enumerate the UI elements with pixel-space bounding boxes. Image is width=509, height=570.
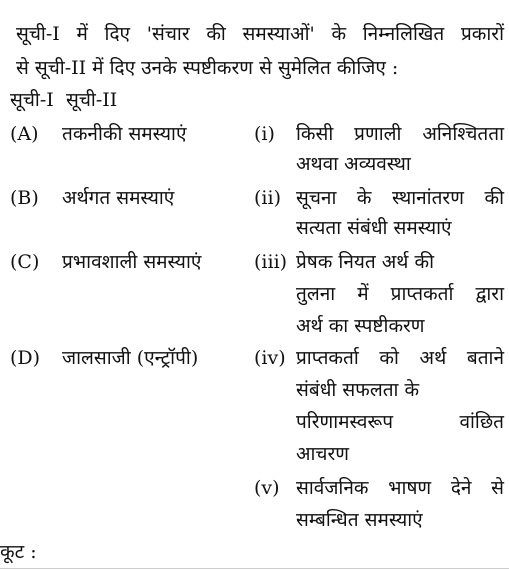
list1-label-b: (B) [10, 187, 39, 209]
question-line-2: से सूची-II में दिए उनके स्पष्टीकरण से सुमेलित कीजिए : [16, 57, 399, 79]
list2-text-iv-line-3: परिणामस्वरूप वांछित [296, 411, 504, 433]
list2-label-i: (i) [254, 123, 275, 145]
list1-label-d: (D) [10, 347, 41, 369]
question-line-1: सूची-I में दिए 'संचार की समस्याओं' के निम्नलिखित प्रकारों [16, 23, 504, 45]
list1-text-c: प्रभावशाली समस्याएं [62, 251, 202, 273]
list2-text-i-line-1: किसी प्रणाली अनिश्चितता [296, 123, 504, 145]
list2-header: सूची-II [66, 89, 118, 111]
list1-text-d: जालसाजी (एन्ट्रॉपी) [62, 347, 199, 369]
list1-text-b: अर्थगत समस्याएं [62, 187, 175, 209]
bottom-divider [0, 568, 509, 569]
list2-text-v-line-1: सार्वजनिक भाषण देने से [296, 477, 504, 499]
list2-text-v-line-2: सम्बन्धित समस्याएं [296, 509, 423, 531]
list2-text-ii-line-1: सूचना के स्थानांतरण की [296, 187, 504, 209]
list2-label-iv: (iv) [254, 347, 286, 369]
list2-text-i-line-2: अथवा अव्यवस्था [296, 153, 411, 175]
list1-text-a: तकनीकी समस्याएं [62, 123, 187, 145]
list1-header: सूची-I [10, 89, 54, 111]
list2-text-ii-line-2: सत्यता संबंधी समस्याएं [296, 217, 452, 239]
code-label: कूट : [0, 541, 37, 563]
list1-label-c: (C) [10, 251, 40, 273]
list2-text-iv-line-4: आचरण [296, 443, 349, 465]
list2-text-iii-line-1: प्रेषक नियत अर्थ की [296, 251, 434, 273]
list2-label-ii: (ii) [254, 187, 281, 209]
list2-text-iv-line-2: संबंधी सफलता के [296, 379, 420, 401]
list2-label-iii: (iii) [254, 251, 288, 273]
list2-text-iii-line-3: अर्थ का स्पष्टीकरण [296, 315, 425, 337]
list2-text-iii-line-2: तुलना में प्राप्तकर्ता द्वारा [296, 283, 504, 305]
list1-label-a: (A) [10, 123, 39, 145]
list2-label-v: (v) [254, 477, 280, 499]
list2-text-iv-line-1: प्राप्तकर्ता को अर्थ बताने [296, 347, 504, 369]
